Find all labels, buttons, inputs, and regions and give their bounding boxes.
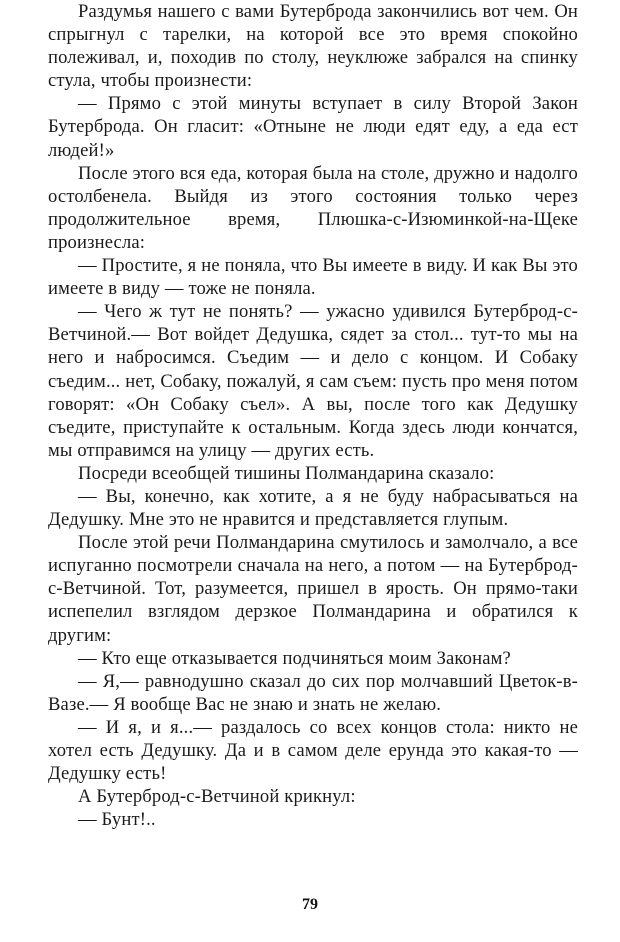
paragraph: — Я,— равнодушно сказал до сих пор молчавший Цветок-в-Вазе.— Я вообще Вас не знаю и знать не желаю. bbox=[48, 670, 578, 715]
paragraph: А Бутерброд-с-Ветчиной крикнул: bbox=[78, 786, 356, 808]
paragraph: — Бунт!.. bbox=[78, 809, 156, 831]
paragraph: — Простите, я не поняла, что Вы имеете в виду. И как Вы это имеете в виду — тоже не поняла. bbox=[48, 255, 578, 300]
paragraph: После этого вся еда, которая была на столе, дружно и надолго остолбенела. Выйдя из этого состояния только через продолжительное время, Плюшка-с-Изюминкой-на-Щеке произнесла: bbox=[48, 162, 578, 253]
paragraph: — И я, и я...— раздалось со всех концов стола: никто не хотел есть Дедушку. Да и в самом деле ерунда это какая-то — Дедушку есть! bbox=[48, 716, 578, 785]
body-text bbox=[48, 0, 578, 831]
paragraph: Раздумья нашего с вами Бутерброда закончились вот чем. Он спрыгнул с тарелки, на которой все это время спокойно полеживал, и, походив по столу, неуклюже забрался на спинку стула, чтобы произнести: bbox=[48, 1, 578, 92]
paragraph: — Вы, конечно, как хотите, а я не буду набрасываться на Дедушку. Мне это не нравится и представляется глупым. bbox=[48, 485, 578, 531]
page-number: 79 bbox=[302, 896, 318, 913]
paragraph: — Прямо с этой минуты вступает в силу Второй Закон Бутерброда. Он гласит: «Отныне не люди едят еду, а еда ест людей!» bbox=[48, 93, 578, 161]
paragraph: Посреди всеобщей тишины Полмандарина сказало: bbox=[78, 462, 495, 484]
paragraph: После этой речи Полмандарина смутилось и замолчало, а все испуганно посмотрели сначала на него, а потом — на Бутерброд-с-Ветчиной. Тот, разумеется, пришел в ярость. Он прямо-таки испепелил взглядом дерзкое Полмандарина и обратился к другим: bbox=[48, 532, 578, 646]
paragraph: — Чего ж тут не понять? — ужасно удивился Бутерброд-с-Ветчиной.— Вот войдет Дедушка, сядет за стол... тут-то мы на него и набросимся. Съедим — и дело с концом. И Собаку съедим... нет, Собаку, пожалуй, я сам съем: пусть про меня потом говорят: «Он Собаку съел». А вы, после того как Дедушку съедите, приступайте к остальным. Когда здесь люди кончатся, мы отправимся на улицу — других есть. bbox=[48, 301, 578, 461]
paragraph: — Кто еще отказывается подчиняться моим Законам? bbox=[78, 647, 511, 669]
